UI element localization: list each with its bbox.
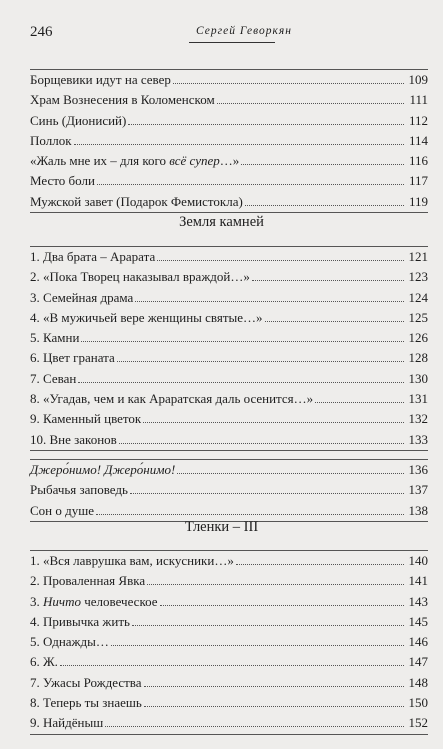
dot-leader <box>117 360 404 362</box>
toc-entry <box>30 171 428 191</box>
dot-leader <box>144 685 404 687</box>
dot-leader <box>119 442 404 444</box>
toc-entry <box>30 90 428 110</box>
dot-leader <box>265 320 404 322</box>
toc-entry <box>30 713 428 733</box>
group-bottom-rule <box>30 734 428 735</box>
toc-list <box>30 460 428 521</box>
toc-entry <box>30 501 428 521</box>
toc-entry-page: 152 <box>408 715 428 731</box>
toc-entry-page: 116 <box>408 153 428 169</box>
toc-entry-page: 125 <box>408 309 428 325</box>
toc-entry-page: 112 <box>408 112 428 128</box>
toc-entry-title: 2. Проваленная Явка <box>30 573 146 589</box>
group-bottom-rule <box>30 212 428 213</box>
dot-leader <box>157 259 404 261</box>
toc-entry-title: 2. «Пока Творец наказывал враждой…» <box>30 269 250 285</box>
toc-entry-title: 5. Однажды… <box>30 634 109 650</box>
dot-leader <box>173 82 404 84</box>
toc-entry-page: 128 <box>408 350 428 366</box>
dot-leader <box>81 340 404 342</box>
toc-entry <box>30 409 428 429</box>
toc-entry <box>30 288 428 308</box>
dot-leader <box>135 300 404 302</box>
toc-entry-page: 148 <box>408 674 428 690</box>
toc-entry-title: 6. Цвет граната <box>30 350 115 366</box>
toc-entry-page: 121 <box>408 249 428 264</box>
dot-leader <box>111 644 404 646</box>
toc-entry-page: 114 <box>408 132 428 148</box>
toc-entry-page: 146 <box>408 634 428 650</box>
toc-entry <box>30 571 428 591</box>
toc-entry-page: 137 <box>408 482 428 498</box>
toc-entry-title: 8. «Угадав, чем и как Араратская даль осенится…» <box>30 391 314 407</box>
toc-entry-page: 117 <box>408 173 428 189</box>
toc-entry <box>30 693 428 713</box>
dot-leader <box>96 513 404 515</box>
dot-leader <box>132 624 404 626</box>
toc-entry <box>30 131 428 151</box>
toc-entry <box>30 632 428 652</box>
toc-entry-page: 124 <box>408 289 428 305</box>
dot-leader <box>217 102 404 104</box>
toc-group-2 <box>30 246 428 451</box>
toc-entry-title: Рыбачья заповедь <box>30 482 128 498</box>
dot-leader <box>177 472 404 474</box>
toc-entry <box>30 460 428 480</box>
toc-group-3 <box>30 459 428 522</box>
toc-entry <box>30 247 428 267</box>
toc-entry-title: Поллок <box>30 132 72 148</box>
toc-entry <box>30 328 428 348</box>
dot-leader <box>97 183 404 185</box>
toc-entry-title: «Жаль мне их – для кого всё супер…» <box>30 153 240 169</box>
section-title-tlenki-3: Тленки – III <box>184 519 259 535</box>
page-header <box>0 0 443 48</box>
toc-entry-title: 7. Севан <box>30 370 77 386</box>
dot-leader <box>315 401 404 403</box>
toc-entry-title: 8. Теперь ты знаешь <box>30 695 142 711</box>
toc-entry-title: 3. Семейная драма <box>30 289 134 305</box>
toc-entry-title: Джеро́нимо! Джеро́нимо! <box>30 462 176 477</box>
toc-entry <box>30 612 428 632</box>
toc-entry <box>30 430 428 450</box>
toc-entry-title: Борщевики идут на север <box>30 72 171 87</box>
toc-entry-page: 140 <box>408 553 428 568</box>
dot-leader <box>128 123 404 125</box>
dot-leader <box>241 163 404 165</box>
toc-entry <box>30 267 428 287</box>
group-bottom-rule <box>30 450 428 451</box>
toc-entry-title: 10. Вне законов <box>30 431 117 447</box>
toc-entry <box>30 592 428 612</box>
page-number: 246 <box>30 24 53 40</box>
toc-entry-page: 132 <box>408 411 428 427</box>
toc-entry-page: 109 <box>408 72 428 87</box>
header-rule <box>189 42 275 43</box>
toc-entry-page: 130 <box>408 370 428 386</box>
toc-entry-page: 136 <box>408 462 428 477</box>
dot-leader <box>252 279 404 281</box>
dot-leader <box>130 492 404 494</box>
toc-entry-page: 150 <box>408 695 428 711</box>
toc-entry-title: 1. Два брата – Арарата <box>30 249 156 264</box>
toc-list <box>30 247 428 450</box>
toc-entry-title: 6. Ж. <box>30 654 58 670</box>
dot-leader <box>105 725 404 727</box>
toc-entry-title: 4. «В мужичьей вере женщины святые…» <box>30 309 263 325</box>
toc-entry-page: 133 <box>408 431 428 447</box>
toc-entry-page: 138 <box>408 502 428 518</box>
toc-entry-page: 126 <box>408 330 428 346</box>
toc-entry-page: 123 <box>408 269 428 285</box>
toc-list <box>30 70 428 212</box>
toc-entry <box>30 652 428 672</box>
toc-entry-title: 9. Найдёныш <box>30 715 104 731</box>
toc-entry <box>30 369 428 389</box>
toc-entry <box>30 151 428 171</box>
toc-entry-page: 143 <box>408 593 428 609</box>
toc-entry-title: 9. Каменный цветок <box>30 411 142 427</box>
running-title: Сергей Геворкян <box>196 25 292 37</box>
toc-entry-title: Мужской завет (Подарок Фемистокла) <box>30 193 243 209</box>
toc-entry-page: 131 <box>408 391 428 407</box>
toc-group-4 <box>30 550 428 735</box>
toc-entry <box>30 389 428 409</box>
toc-entry-page: 145 <box>408 613 428 629</box>
dot-leader <box>236 563 404 565</box>
dot-leader <box>144 705 404 707</box>
toc-group-1 <box>30 69 428 213</box>
toc-entry <box>30 480 428 500</box>
toc-entry-title: 3. Ничто человеческое <box>30 593 158 609</box>
toc-entry-title: 7. Ужасы Рождества <box>30 674 142 690</box>
toc-list <box>30 551 428 734</box>
toc-entry-title: Сон о душе <box>30 502 95 518</box>
dot-leader <box>74 143 404 145</box>
toc-entry-page: 141 <box>408 573 428 589</box>
toc-entry <box>30 70 428 90</box>
dot-leader <box>245 204 404 206</box>
toc-entry <box>30 308 428 328</box>
toc-entry-title: 5. Камни <box>30 330 80 346</box>
toc-entry <box>30 192 428 212</box>
toc-entry-page: 111 <box>409 92 428 108</box>
toc-entry-title: Место боли <box>30 173 95 189</box>
section-title-zemlya-kamney: Земля камней <box>179 214 264 230</box>
toc-entry <box>30 111 428 131</box>
toc-entry-title: Синь (Дионисий) <box>30 112 127 128</box>
toc-entry-page: 119 <box>408 193 428 209</box>
toc-entry <box>30 551 428 571</box>
dot-leader <box>78 381 404 383</box>
toc-entry-title: 4. Привычка жить <box>30 613 130 629</box>
toc-entry-title: Храм Вознесения в Коломенском <box>30 92 215 108</box>
toc-entry <box>30 673 428 693</box>
dot-leader <box>143 421 404 423</box>
toc-entry-title: 1. «Вся лаврушка вам, искусники…» <box>30 553 234 568</box>
toc-entry-page: 147 <box>408 654 428 670</box>
dot-leader <box>60 664 404 666</box>
dot-leader <box>147 583 404 585</box>
dot-leader <box>160 604 404 606</box>
toc-entry <box>30 348 428 368</box>
